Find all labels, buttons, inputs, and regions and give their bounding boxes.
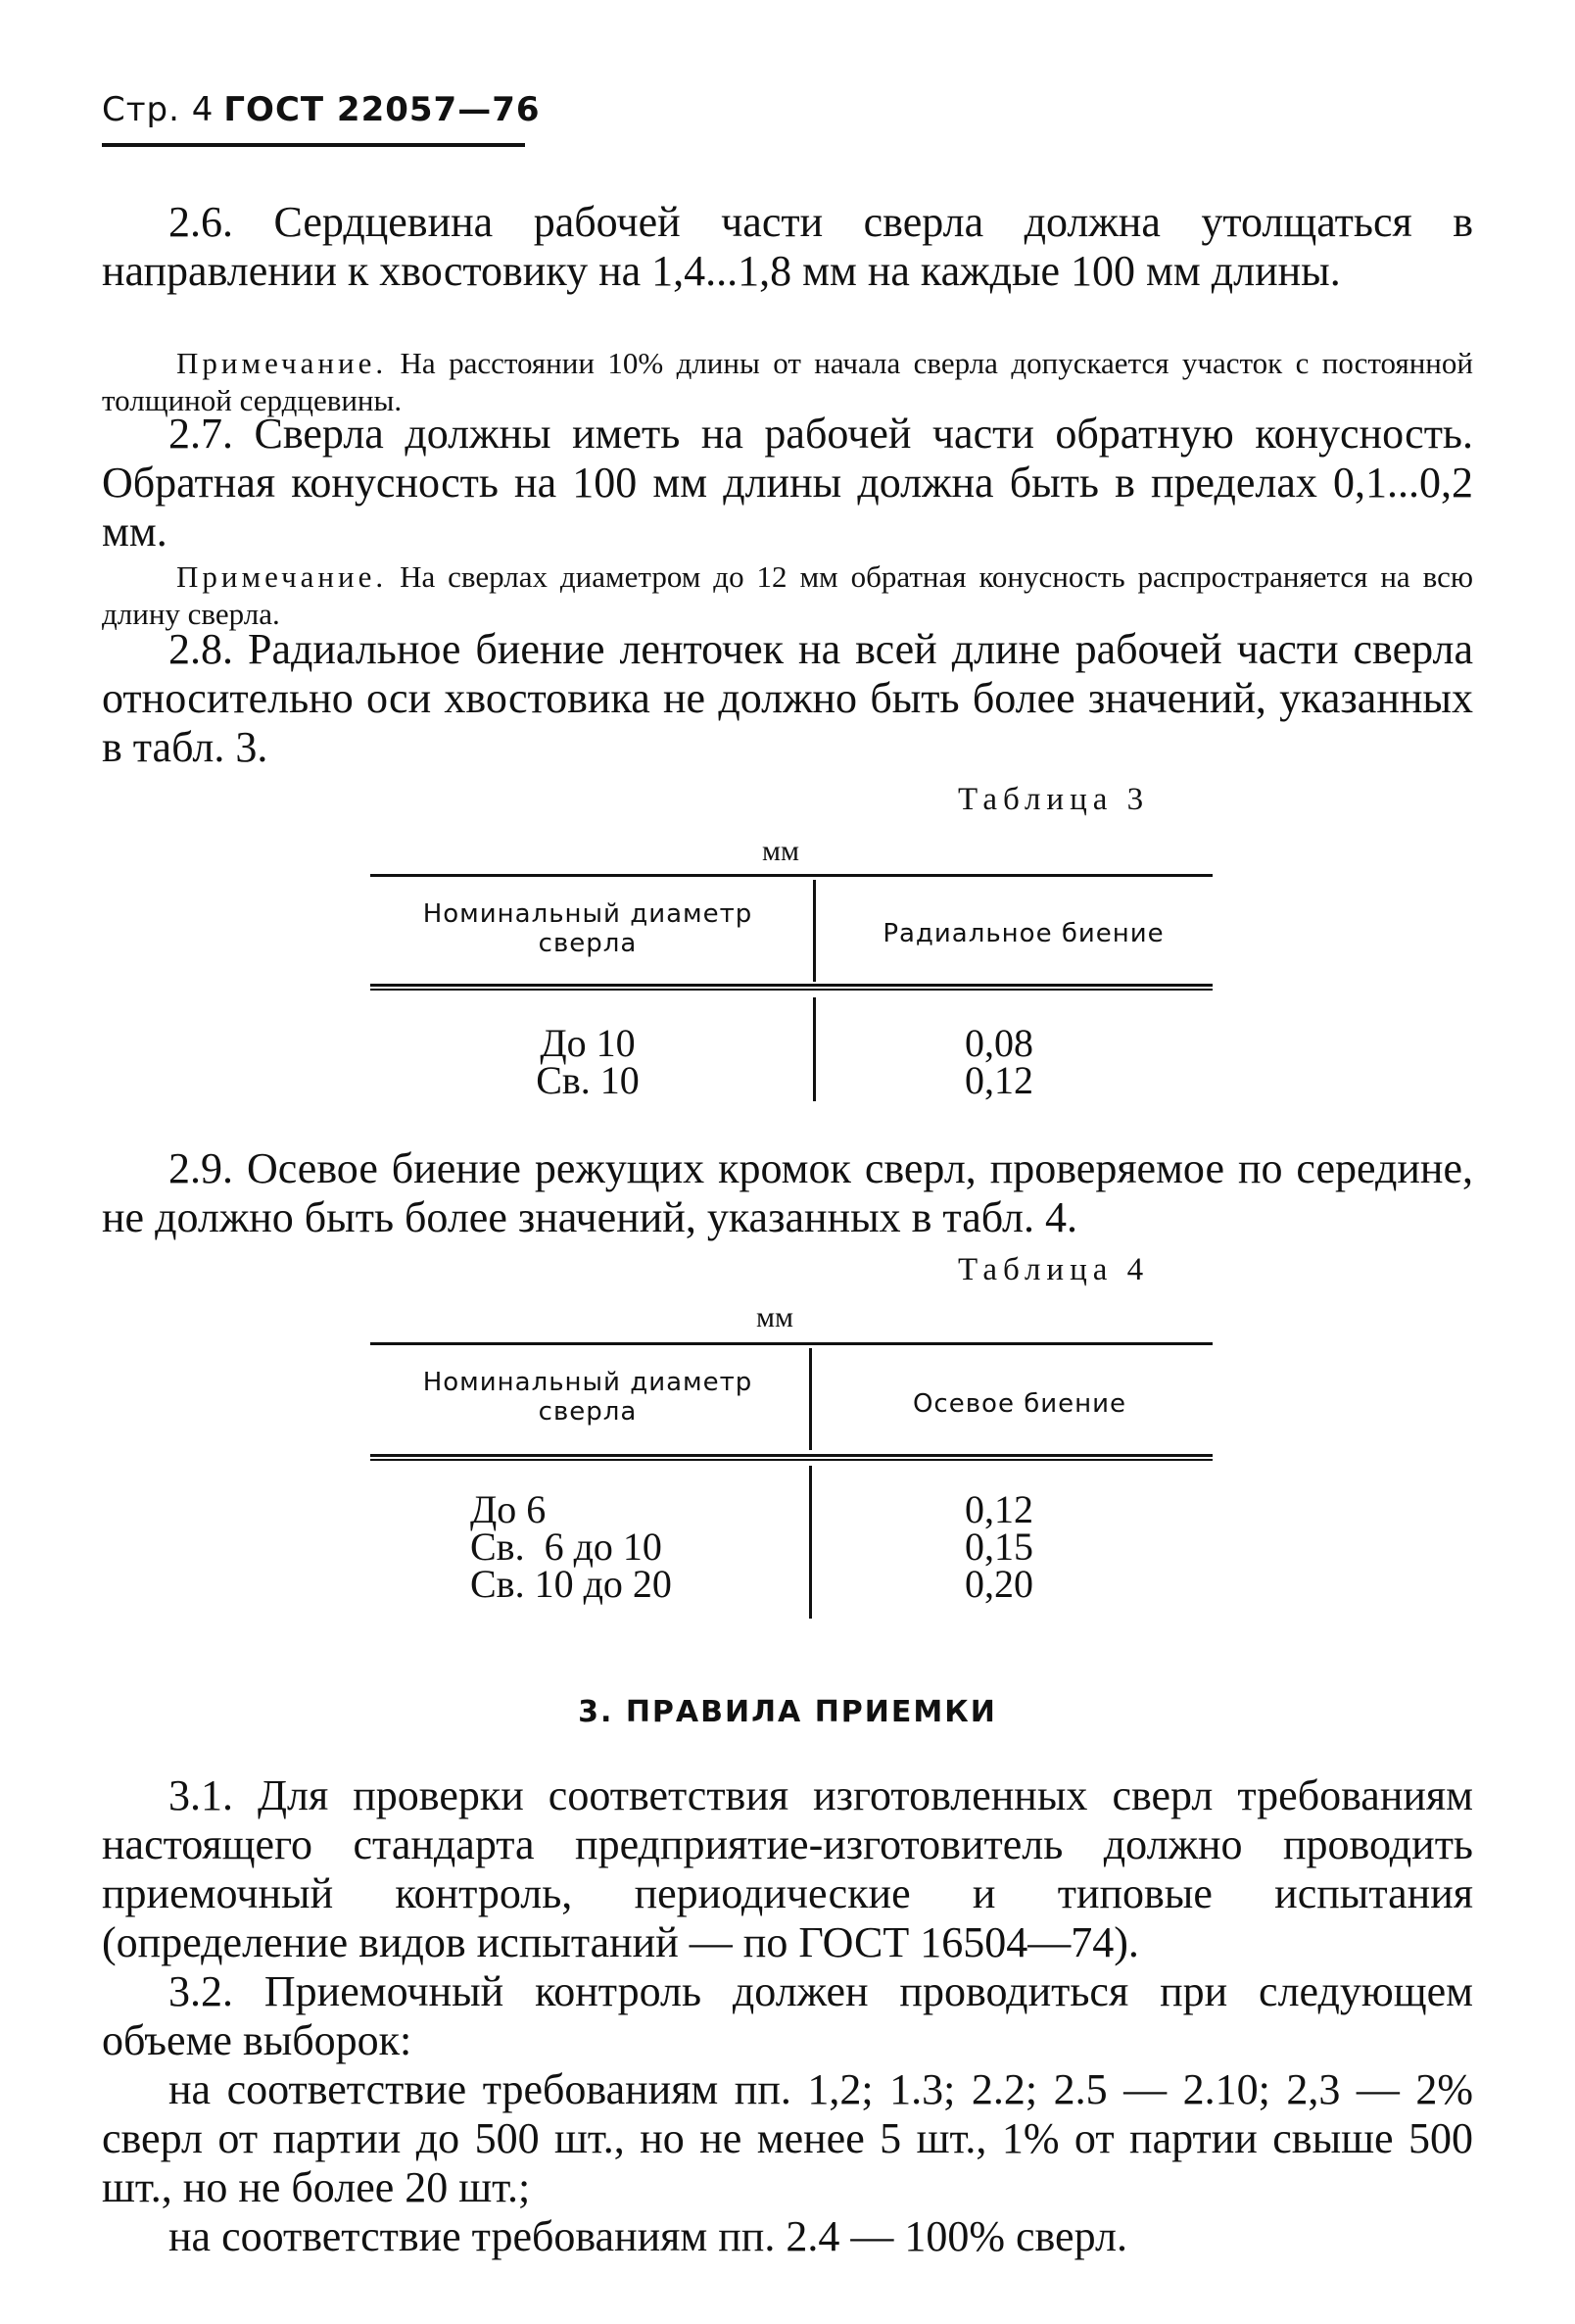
table-cell: 0,08	[965, 1021, 1033, 1065]
paragraph-2-6: 2.6. Сердцевина рабочей части сверла должна утолщаться в направлении к хвостовику на 1,4...1,8 мм на каждые 100 мм длины.	[102, 198, 1473, 295]
table-cell: 0,12	[965, 1487, 1033, 1531]
table-top-rule	[370, 1342, 1213, 1345]
table-body-divider	[813, 997, 816, 1101]
table-cell: 0,12	[965, 1058, 1033, 1102]
note-label: Примечание.	[176, 346, 388, 380]
table-header-rule	[370, 1454, 1213, 1461]
table-header-diameter: Номинальный диаметр сверла	[422, 1368, 753, 1427]
paragraph-2-9: 2.9. Осевое биение режущих кромок сверл, проверяемое по середине, не должно быть более значений, указанных в табл. 4.	[102, 1144, 1473, 1241]
table-header-diameter: Номинальный диаметр сверла	[422, 899, 753, 958]
header-rule	[102, 143, 525, 147]
table-caption: Таблица 4	[958, 1252, 1150, 1287]
table-column-value	[921, 1021, 1077, 1102]
table-caption: Таблица 3	[958, 782, 1150, 817]
note-label: Примечание.	[176, 559, 388, 594]
note-2-7	[102, 558, 1473, 633]
table-cell: До 6	[470, 1487, 547, 1531]
table-header-divider	[813, 880, 816, 982]
paragraph-3-1: 3.1. Для проверки соответствия изготовленных сверл требованиям настоящего стандарта предприятие-изготовитель должно проводить приемочный контроль, периодические и типовые испытания (определение видов испытаний — по ГОСТ 16504—74).	[102, 1771, 1473, 1966]
table-column-value	[921, 1487, 1077, 1606]
table-units: мм	[762, 835, 799, 867]
paragraph-3-2-b: на соответствие требованиям пп. 2.4 — 100% сверл.	[168, 2212, 1127, 2260]
table-cell: Св. 10	[536, 1058, 640, 1102]
paragraph-3-2-a: на соответствие требованиям пп. 1,2; 1.3; 2.2; 2.5 — 2.10; 2,3 — 2% сверл от партии до 500 шт., но не менее 5 шт., 1% от партии свыше 500 шт., но не более 20 шт.;	[102, 2065, 1473, 2211]
table-header-rule	[370, 984, 1213, 991]
note-text: На сверлах диаметром до 12 мм обратная конусность распространяется на всю длину сверла.	[102, 559, 1474, 631]
page-header	[102, 90, 541, 129]
paragraph-2-7: 2.7. Сверла должны иметь на рабочей части обратную конусность. Обратная конусность на 100 мм длины должна быть в пределах 0,1...0,2 мм.	[102, 410, 1473, 556]
table-cell: До 10	[540, 1021, 636, 1065]
paragraph-3-2: 3.2. Приемочный контроль должен проводиться при следующем объеме выборок:	[102, 1967, 1473, 2064]
table-units: мм	[756, 1301, 793, 1333]
table-header-value: Осевое биение	[912, 1389, 1127, 1419]
gost-number: ГОСТ 22057—76	[223, 90, 541, 129]
paragraph-2-8: 2.8. Радиальное биение ленточек на всей длине рабочей части сверла относительно оси хвостовика не должно быть более значений, указанных в табл. 3.	[102, 625, 1473, 771]
section-3-title: 3. ПРАВИЛА ПРИЕМКИ	[578, 1695, 997, 1729]
table-cell: 0,20	[965, 1562, 1033, 1606]
table-header-value: Радиальное биение	[883, 919, 1165, 948]
table-column-diameter	[470, 1021, 705, 1102]
note-2-6	[102, 345, 1473, 419]
table-cell: Св. 10 до 20	[470, 1562, 672, 1606]
note-text: На расстоянии 10% длины от начала сверла допускается участок с постоянной толщиной сердцевины.	[102, 346, 1473, 417]
table-header-divider	[809, 1348, 812, 1450]
page-number: Стр. 4	[102, 90, 215, 129]
table-cell: Св. 6 до 10	[470, 1525, 662, 1569]
table-body-divider	[809, 1466, 812, 1619]
table-cell: 0,15	[965, 1525, 1033, 1569]
table-column-diameter	[470, 1487, 725, 1606]
table-top-rule	[370, 874, 1213, 877]
